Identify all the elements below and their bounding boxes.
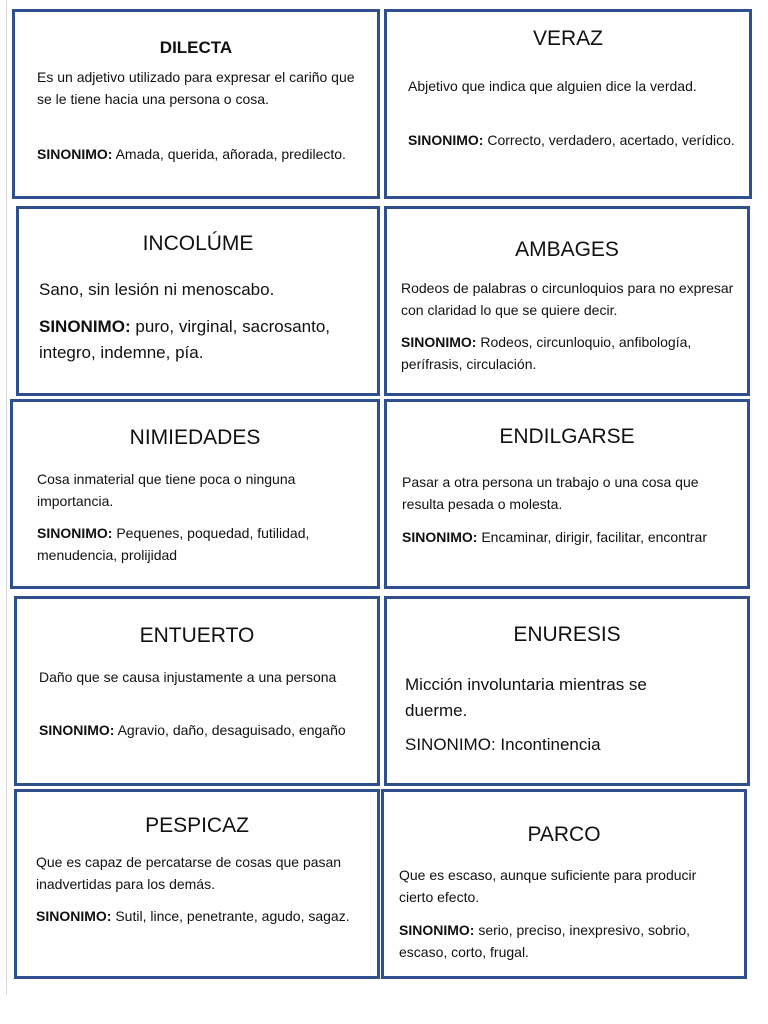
card-word: PESPICAZ: [145, 814, 249, 837]
card-veraz: [384, 9, 752, 199]
synonym-values: Agravio, daño, desaguisado, engaño: [117, 722, 346, 738]
card-synonyms: SINONIMO: Rodeos, circunloquio, anfibología, perífrasis, circulación.: [401, 334, 692, 372]
card-entuerto: [14, 596, 380, 786]
card-ambages: [384, 206, 750, 396]
card-synonyms: SINONIMO: serio, preciso, inexpresivo, sobrio, escaso, corto, frugal.: [399, 922, 690, 960]
card-word: PARCO: [527, 823, 601, 846]
card-word: ENURESIS: [513, 623, 621, 646]
card-definition: Es un adjetivo utilizado para expresar el cariño que se le tiene hacia una persona o cosa.: [37, 69, 355, 107]
synonym-label: SINONIMO: [401, 334, 472, 350]
synonym-values: Rodeos, circunloquio, anfibología, perífrasis, circulación.: [401, 334, 692, 372]
card-word: DILECTA: [159, 38, 233, 57]
card-pespicaz: [14, 789, 380, 979]
card-synonyms: SINONIMO: Pequenes, poquedad, futilidad, menudencia, prolijidad: [37, 525, 310, 563]
synonym-label: SINONIMO: [402, 529, 473, 545]
card-definition: Rodeos de palabras o circunloquios para no expresar con claridad lo que se quiere decir.: [401, 280, 734, 318]
synonym-values: Amada, querida, añorada, predilecto.: [115, 146, 346, 162]
card-enuresis: [384, 596, 750, 786]
card-definition: Cosa inmaterial que tiene poca o ninguna importancia.: [37, 471, 296, 509]
card-dilecta: [12, 9, 380, 199]
synonym-label: SINONIMO: [39, 722, 110, 738]
synonym-values: Incontinencia: [500, 735, 601, 754]
card-word: NIMIEDADES: [129, 426, 261, 449]
card-definition: Pasar a otra persona un trabajo o una cosa que resulta pesada o molesta.: [402, 474, 699, 512]
card-definition: Abjetivo que indica que alguien dice la verdad.: [408, 78, 697, 94]
synonym-label: SINONIMO: [37, 146, 108, 162]
card-word: VERAZ: [532, 27, 603, 50]
synonym-values: puro, virginal, sacrosanto, integro, indemne, pía.: [39, 317, 331, 362]
synonym-values: Encaminar, dirigir, facilitar, encontrar: [481, 529, 707, 545]
card-definition: Que es escaso, aunque suficiente para producir cierto efecto.: [399, 867, 697, 905]
card-synonyms: SINONIMO: Correcto, verdadero, acertado, verídico.: [408, 132, 735, 148]
synonym-values: Sutil, lince, penetrante, agudo, sagaz.: [115, 908, 350, 924]
card-endilgarse: [384, 399, 750, 589]
synonym-label: SINONIMO: [37, 525, 108, 541]
synonym-label: SINONIMO: [408, 132, 479, 148]
card-synonyms: SINONIMO: Sutil, lince, penetrante, agudo, sagaz.: [36, 908, 350, 924]
page-edge: [6, 0, 7, 995]
card-word: AMBAGES: [515, 238, 619, 261]
card-word: ENTUERTO: [139, 624, 255, 647]
synonym-label: SINONIMO: [405, 735, 491, 754]
synonym-values: Pequenes, poquedad, futilidad, menudencia, prolijidad: [37, 525, 310, 563]
card-word: ENDILGARSE: [499, 425, 635, 448]
card-definition: Micción involuntaria mientras se duerme.: [405, 675, 647, 720]
card-incolume: [16, 206, 380, 396]
card-definition: Que es capaz de percatarse de cosas que pasan inadvertidas para los demás.: [36, 854, 342, 892]
synonym-label: SINONIMO: [39, 317, 125, 336]
card-parco: [381, 789, 747, 979]
synonym-values: Correcto, verdadero, acertado, verídico.: [487, 132, 735, 148]
card-synonyms: SINONIMO: puro, virginal, sacrosanto, integro, indemne, pía.: [39, 317, 331, 362]
card-synonyms: SINONIMO: Encaminar, dirigir, facilitar, encontrar: [402, 529, 707, 545]
card-synonyms: SINONIMO: Amada, querida, añorada, predilecto.: [37, 146, 346, 162]
card-definition: Daño que se causa injustamente a una persona: [39, 669, 337, 685]
synonym-label: SINONIMO: [399, 922, 470, 938]
card-synonyms: SINONIMO: Agravio, daño, desaguisado, engaño: [39, 722, 346, 738]
card-definition: Sano, sin lesión ni menoscabo.: [39, 280, 275, 299]
card-nimiedades: [10, 399, 380, 589]
card-word: INCOLÚME: [142, 232, 254, 255]
synonym-label: SINONIMO: [36, 908, 107, 924]
card-synonyms: SINONIMO: Incontinencia: [405, 735, 601, 754]
synonym-values: serio, preciso, inexpresivo, sobrio, escaso, corto, frugal.: [399, 922, 690, 960]
